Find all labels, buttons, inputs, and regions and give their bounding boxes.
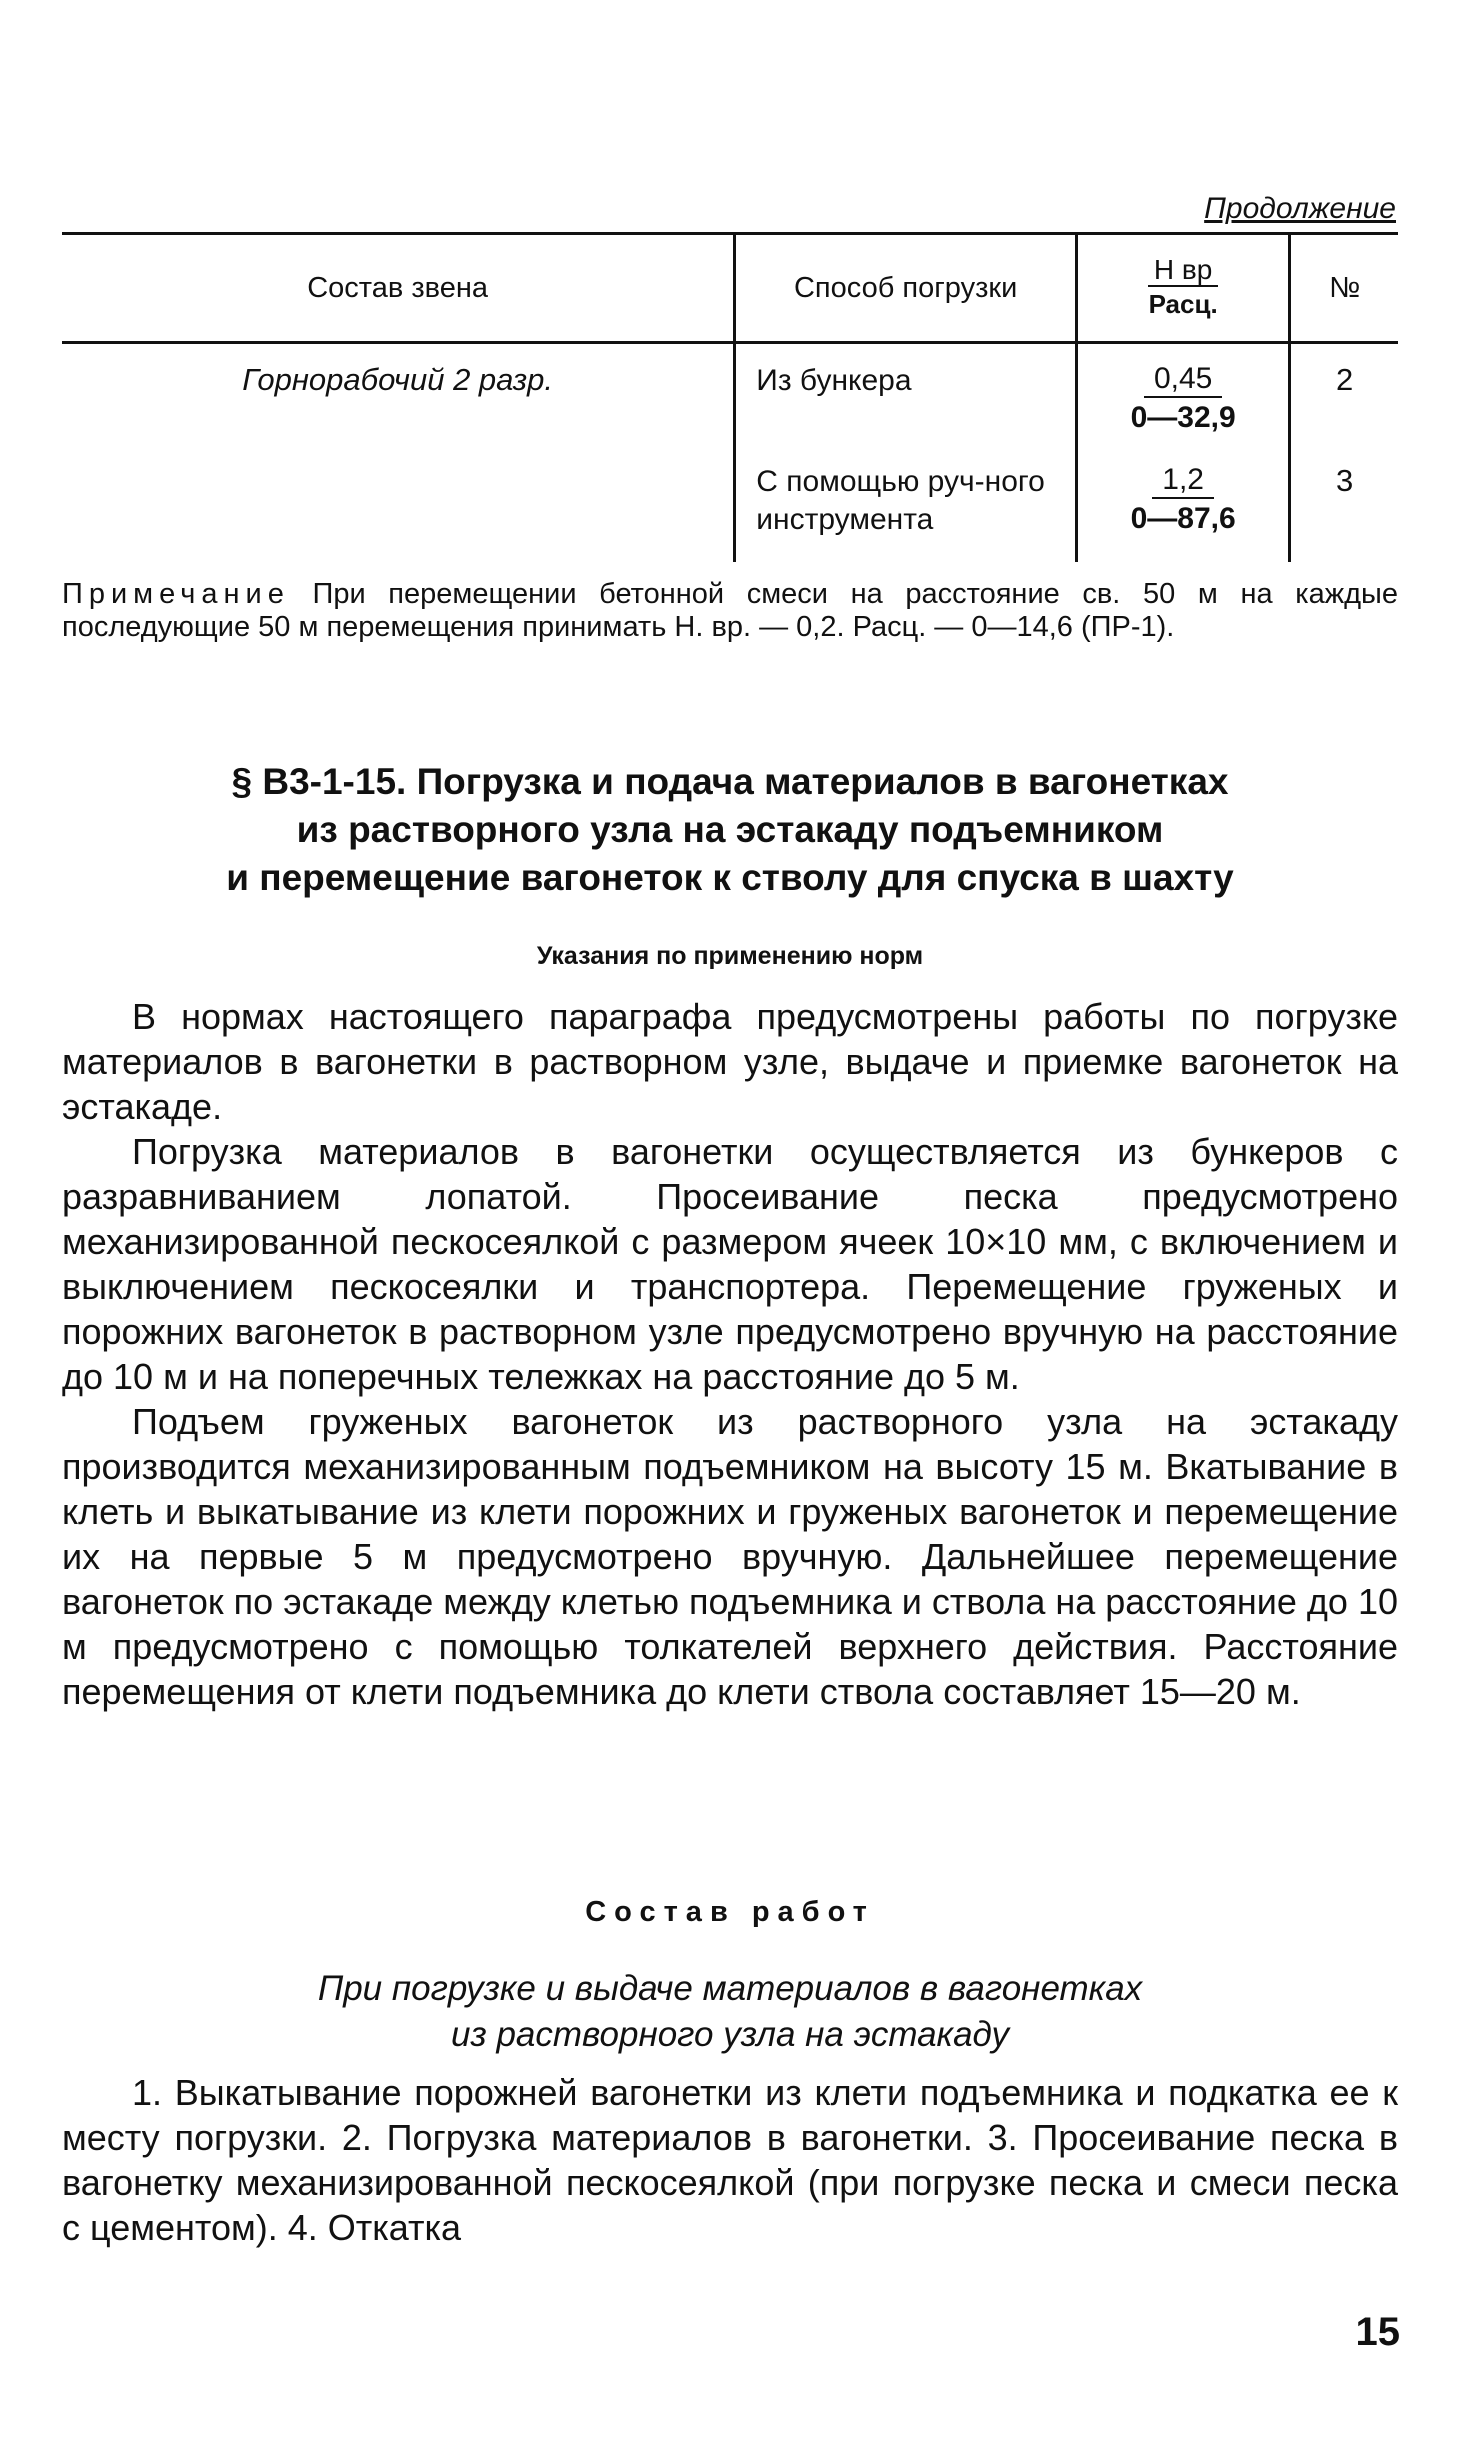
cell-crew: Горнорабочий 2 разр. [242, 362, 553, 397]
header-norm-rate: Расц. [1148, 289, 1218, 319]
cell-norm-time: 0,45 [1144, 362, 1222, 398]
cell-norm [1077, 343, 1290, 446]
section-title [62, 758, 1398, 902]
continuation-label: Продолжение [1204, 192, 1396, 225]
paragraph: В нормах настоящего параграфа предусмотрены работы по погрузке материалов в вагонетки в растворном узле, выдаче и приемке вагонеток на эстакаде. [62, 996, 1398, 1127]
header-number: № [1290, 234, 1398, 343]
table-header-row [62, 234, 1398, 343]
cell-norm-time: 1,2 [1152, 463, 1214, 499]
cell-norm-rate: 0—87,6 [1130, 502, 1236, 535]
section-title-line: из растворного узла на эстакаду подъемником [296, 809, 1164, 850]
usage-body [62, 994, 1398, 1714]
usage-subheading: Указания по применению норм [536, 942, 924, 970]
paragraph: Подъем груженых вагонеток из растворного узла на эстакаду производится механизированным подъемником на высоту 15 м. Вкатывание в клеть и выкатывание из клети порожних и груженых вагонеток и перемещение их на первые 5 м предусмотрено вручную. Дальнейшее перемещение вагонеток по эстакаде между клетью подъемника и ствола на расстояние до 10 м предусмотрено с помощью толкателей верхнего действия. Расстояние перемещения от клети подъемника до клети ствола составляет 15—20 м. [62, 1401, 1398, 1712]
cell-method: С помощью руч-ного инструмента [735, 445, 1077, 562]
header-method: Способ погрузки [735, 234, 1077, 343]
cell-crew [62, 445, 735, 562]
header-crew: Состав звена [62, 234, 735, 343]
work-subheading [62, 1966, 1398, 2058]
cell-norm [1077, 445, 1290, 562]
table-row [62, 445, 1398, 562]
header-norm [1077, 234, 1290, 343]
note-label: Примечание [62, 578, 290, 610]
section-title-line: § В3-1-15. Погрузка и подача материалов в вагонетках [231, 761, 1229, 802]
cell-number: 3 [1290, 445, 1398, 562]
work-steps: 1. Выкатывание порожней вагонетки из клети подъемника и подкатка ее к месту погрузки. 2. Погрузка материалов в вагонетки. 3. Просеивание песка в вагонетку механизированной пескосеялкой (при погрузке песка и смеси песка с цементом). 4. Откатка [62, 2072, 1398, 2248]
cell-norm-rate: 0—32,9 [1130, 401, 1236, 434]
work-subheading-line: из растворного узла на эстакаду [450, 2015, 1010, 2054]
work-heading: Состав работ [585, 1896, 875, 1928]
section-title-line: и перемещение вагонеток к стволу для спуска в шахту [226, 857, 1234, 898]
work-subheading-line: При погрузке и выдаче материалов в вагонетках [317, 1969, 1143, 2008]
note-text: При перемещении бетонной смеси на расстояние св. 50 м на каждые последующие 50 м перемещения принимать Н. вр. — 0,2. Расц. — 0—14,6 (ПР-1). [62, 578, 1398, 643]
header-norm-time: Н вр [1148, 255, 1218, 287]
page-number: 15 [1355, 2310, 1400, 2354]
table-row [62, 343, 1398, 446]
paragraph: Погрузка материалов в вагонетки осуществляется из бункеров с разравниванием лопатой. Просеивание песка предусмотрено механизированной пескосеялкой с размером ячеек 10×10 мм, с включением и выключением пескосеялки и транспортера. Перемещение груженых и порожних вагонеток в растворном узле предусмотрено вручную на расстояние до 10 м и на поперечных тележках на расстояние до 5 м. [62, 1131, 1398, 1397]
norms-table [62, 232, 1398, 562]
cell-method: Из бункера [735, 343, 1077, 446]
table-note [62, 578, 1398, 644]
cell-number: 2 [1290, 343, 1398, 446]
